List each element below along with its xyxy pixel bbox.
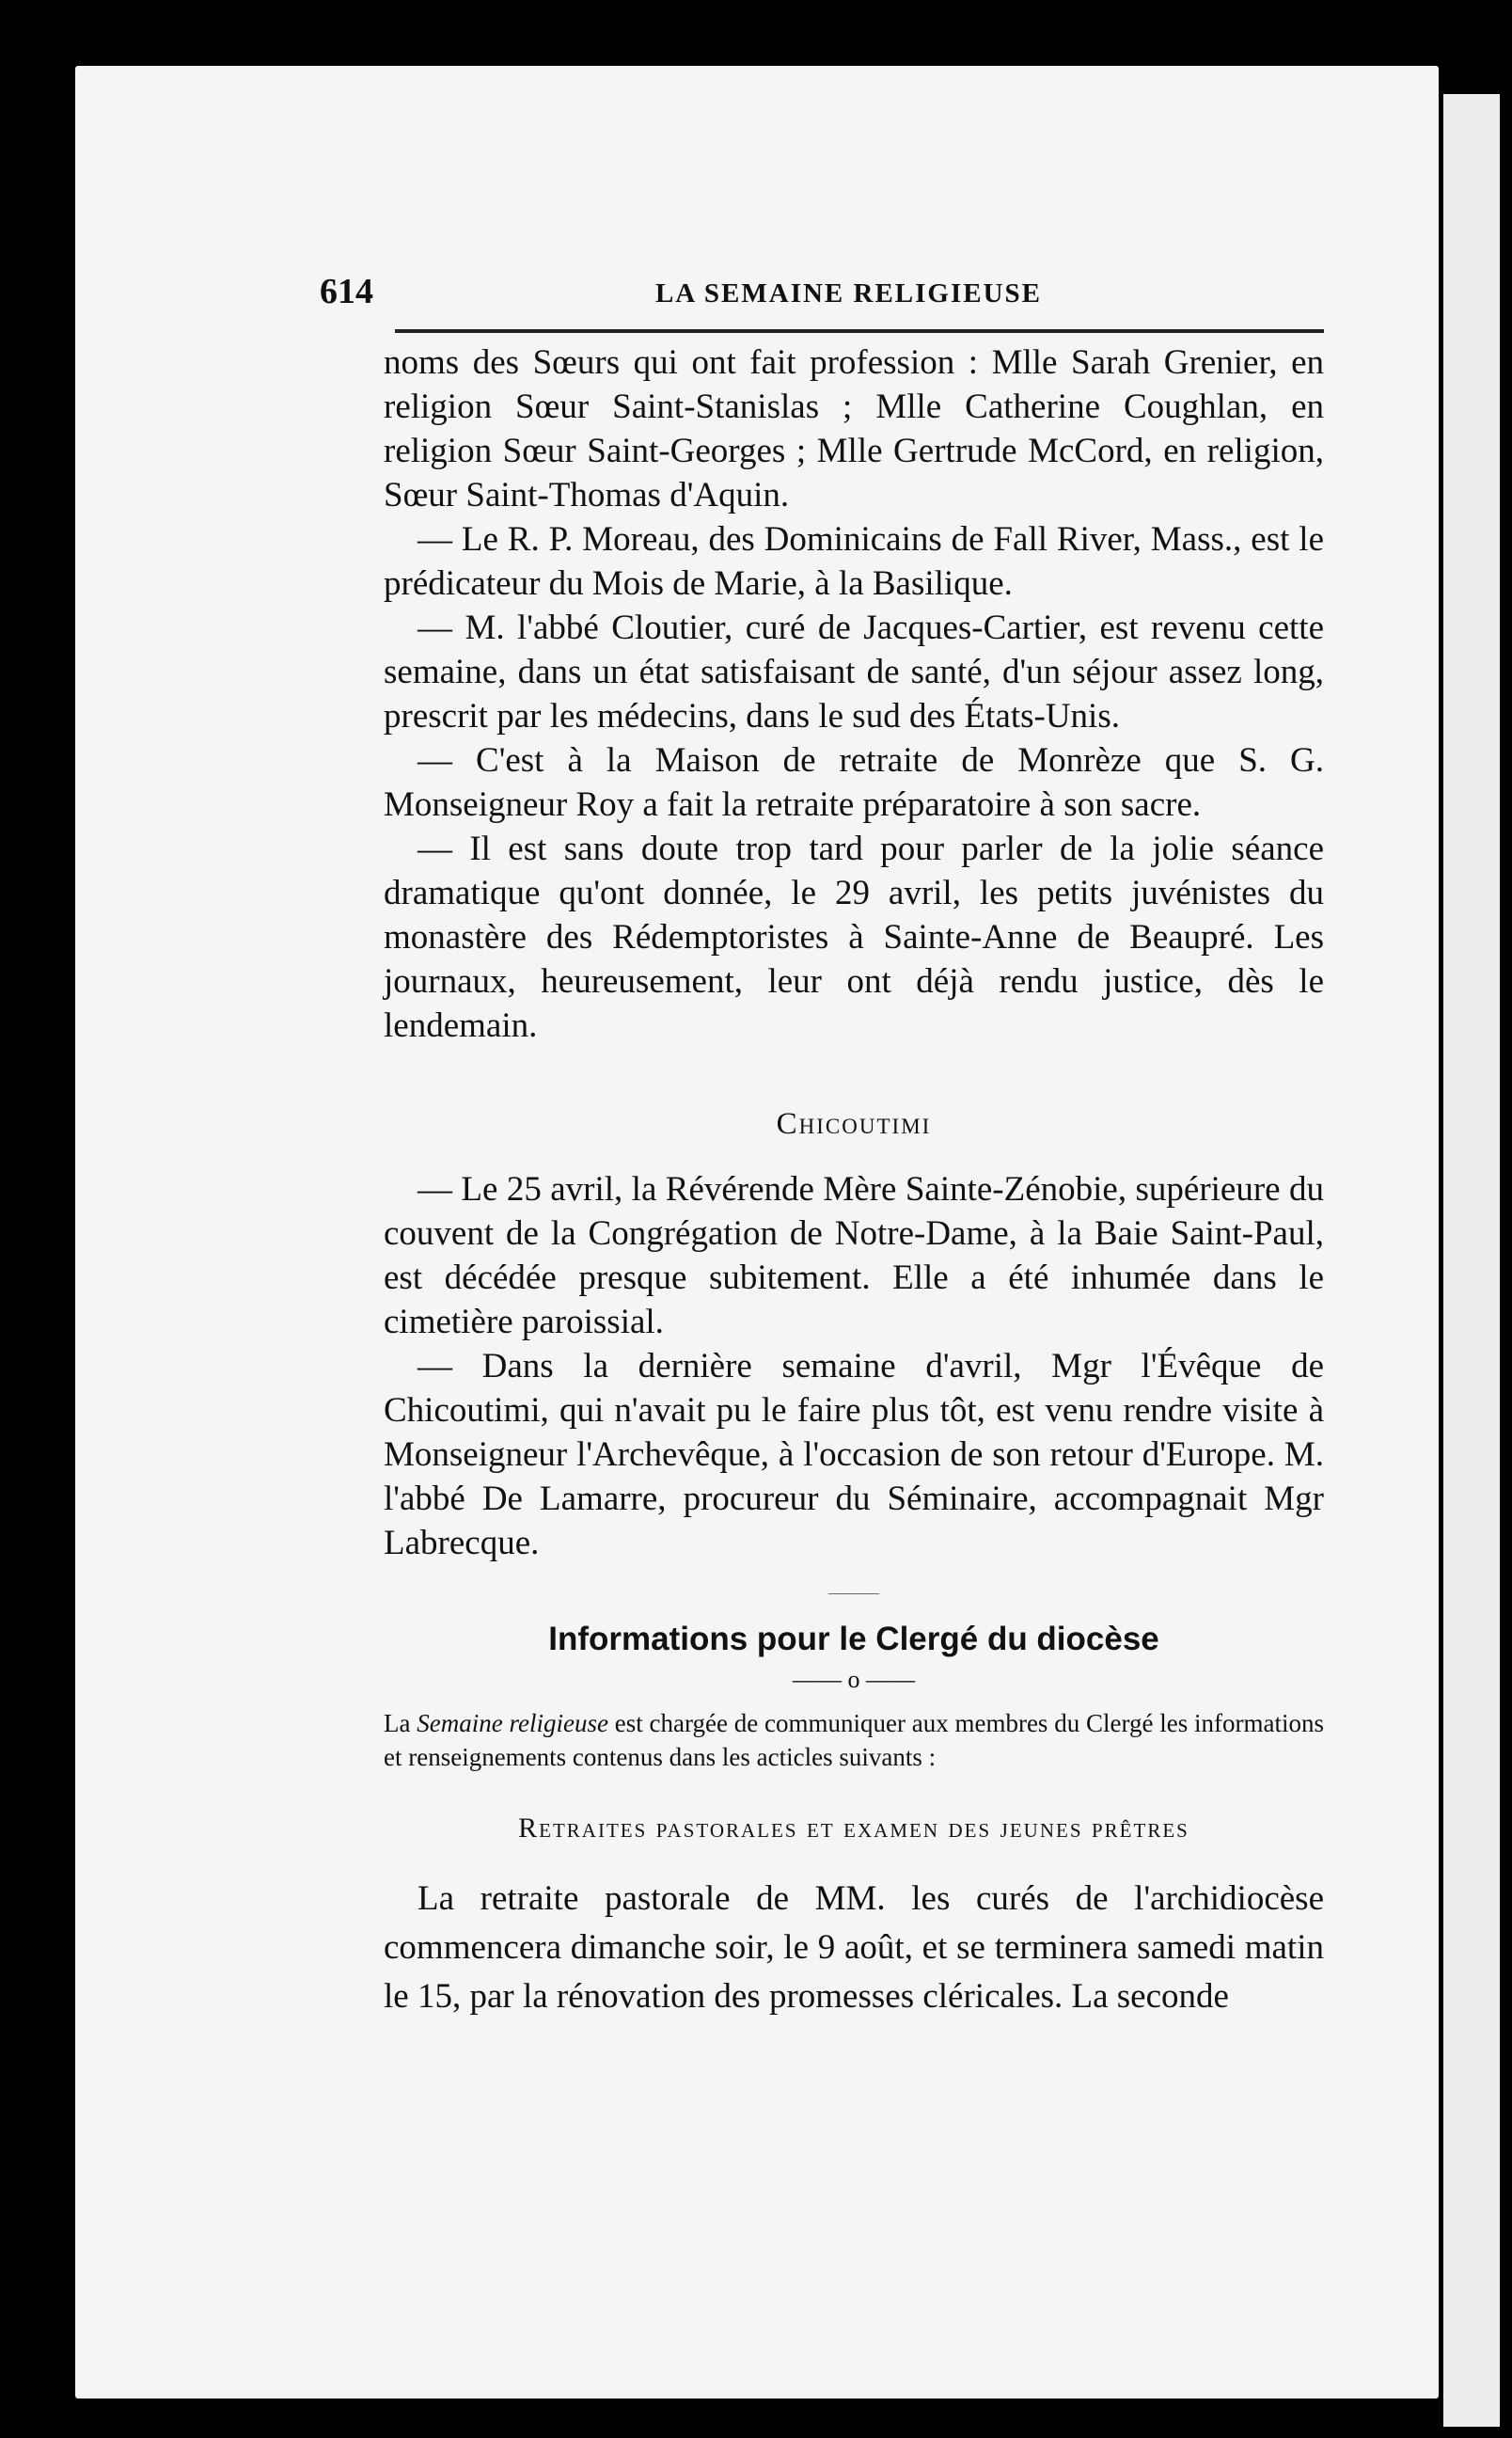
paragraph-zenobie: — Le 25 avril, la Révérende Mère Sainte-Zénobie, supérieure du couvent de la Congrégation de Notre-Dame, à la Baie Saint-Paul, est décédée presque subitement. Elle a été inhumée dans le cimetière paroissial. [384,1170,1324,1341]
section-ornament: ——— [828,1583,879,1602]
page-header [320,271,1321,320]
page-body [384,340,1324,2021]
informations-divider: —— o —— [793,1666,915,1693]
paragraph-monreze: — C'est à la Maison de retraite de Monrèze que S. G. Monseigneur Roy a fait la retraite préparatoire à son sacre. [384,741,1324,824]
running-title: LA SEMAINE RELIGIEUSE [654,278,1043,309]
informations-title: Informations pour le Clergé du diocèse [548,1621,1159,1657]
paragraph-professions: noms des Sœurs qui ont fait profession : Mlle Sarah Grenier, en religion Sœur Saint-Stanislas ; Mlle Catherine Coughlan, en religion Sœur Saint-Georges ; Mlle Gertrude McCord, en religion, Sœur Saint-Thomas d'Aquin. [384,343,1324,515]
intro-suffix: est chargée de communiquer aux membres du Clergé les informations et renseignements contenus dans les acticles suivants : [384,1709,1324,1771]
header-rule [395,329,1324,333]
retraites-heading: Retraites pastorales et examen des jeunes prêtres [518,1813,1189,1844]
informations-intro [384,1706,1324,1774]
intro-italic: Semaine religieuse [417,1709,608,1737]
paragraph-cloutier: — M. l'abbé Cloutier, curé de Jacques-Cartier, est revenu cette semaine, dans un état satisfaisant de santé, d'un séjour assez long, prescrit par les médecins, dans le sud des États-Unis. [384,609,1324,736]
paragraph-retraite: La retraite pastorale de MM. les curés de l'archidiocèse commencera dimanche soir, le 9 août, et se terminera samedi matin le 15, par la rénovation des promesses cléricales. La seconde [384,1879,1324,2016]
paragraph-moreau: — Le R. P. Moreau, des Dominicains de Fall River, Mass., est le prédicateur du Mois de Marie, à la Basilique. [384,520,1324,603]
adjacent-page-edge [1443,94,1500,2427]
page-number: 614 [320,272,373,311]
section-heading-chicoutimi: Chicoutimi [776,1107,932,1141]
retraites-section [384,1875,1324,2021]
paragraph-eveque: — Dans la dernière semaine d'avril, Mgr l'Évêque de Chicoutimi, qui n'avait pu le faire plus tôt, est venu rendre visite à Monseigneur l'Archevêque, à l'occasion de son retour d'Europe. M. l'abbé De Lamarre, procureur du Séminaire, accompagnait Mgr Labrecque. [384,1347,1324,1562]
intro-prefix: La [384,1709,417,1737]
paragraph-seance: — Il est sans doute trop tard pour parler de la jolie séance dramatique qu'ont donnée, le 29 avril, les petits juvénistes du monastère des Rédemptoristes à Sainte-Anne de Beaupré. Les journaux, heureusement, leur ont déjà rendu justice, dès le lendemain. [384,830,1324,1045]
